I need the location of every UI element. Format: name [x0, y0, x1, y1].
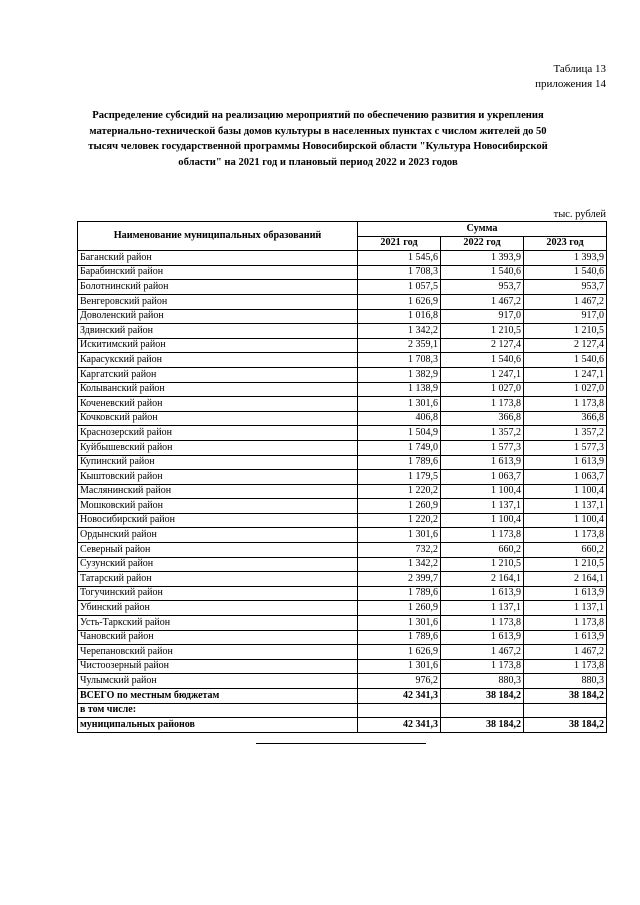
amount-cell-2023: 38 184,2	[524, 718, 607, 733]
amount-cell-2023: 1 173,8	[524, 397, 607, 412]
amount-cell-2023: 1 613,9	[524, 586, 607, 601]
column-header-2022: 2022 год	[441, 236, 524, 251]
municipality-name-cell: Мошковский район	[78, 499, 358, 514]
table-body	[78, 251, 607, 733]
municipality-name-cell: Усть-Таркский район	[78, 616, 358, 631]
amount-cell-2023: 1 467,2	[524, 645, 607, 660]
amount-cell-2022: 1 467,2	[441, 294, 524, 309]
amount-cell-2022: 38 184,2	[441, 718, 524, 733]
column-header-2023: 2023 год	[524, 236, 607, 251]
municipality-name-cell: Черепановский район	[78, 645, 358, 660]
municipality-name-cell: Колыванский район	[78, 382, 358, 397]
amount-cell-2021: 1 789,6	[358, 630, 441, 645]
municipality-name-cell: Сузунский район	[78, 557, 358, 572]
amount-cell-2022: 1 467,2	[441, 645, 524, 660]
municipality-name-cell: Татарский район	[78, 572, 358, 587]
amount-cell-2022: 1 247,1	[441, 367, 524, 382]
total-row	[78, 689, 607, 704]
municipality-name-cell: Тогучинский район	[78, 586, 358, 601]
amount-cell-2021: 1 260,9	[358, 601, 441, 616]
amount-cell-2021: 1 708,3	[358, 353, 441, 368]
amount-cell-2022: 1 100,4	[441, 484, 524, 499]
municipality-name-cell: Каргатский район	[78, 367, 358, 382]
table-row	[78, 251, 607, 266]
amount-cell-2022: 366,8	[441, 411, 524, 426]
including-label: в том числе:	[78, 703, 358, 718]
amount-cell-2023: 2 127,4	[524, 338, 607, 353]
amount-cell-2023: 1 393,9	[524, 251, 607, 266]
units-label: тыс. рублей	[553, 209, 606, 220]
amount-cell-2022: 660,2	[441, 543, 524, 558]
amount-cell-2021: 2 359,1	[358, 338, 441, 353]
amount-cell-2023: 1 173,8	[524, 659, 607, 674]
amount-cell-2021: 1 382,9	[358, 367, 441, 382]
amount-cell-2023: 880,3	[524, 674, 607, 689]
municipality-name-cell: Барабинский район	[78, 265, 358, 280]
table-row	[78, 382, 607, 397]
table-row	[78, 309, 607, 324]
amount-cell-2022: 1 210,5	[441, 557, 524, 572]
amount-cell-2022: 1 173,8	[441, 616, 524, 631]
including-row	[78, 703, 607, 718]
document-title: Распределение субсидий на реализацию мероприятий по обеспечению развития и укрепления материально-технической базы домов культуры в населенных пунктах с числом жителей до 50 тысяч человек государственной программы Новосибирской области "Культура Новосибирской области" на 2021 год и плановый период 2022 и 2023 годов	[88, 110, 548, 168]
amount-cell-2021: 1 749,0	[358, 440, 441, 455]
table-row	[78, 572, 607, 587]
table-row	[78, 324, 607, 339]
amount-cell-2022: 1 210,5	[441, 324, 524, 339]
municipality-name-cell: Болотнинский район	[78, 280, 358, 295]
municipality-name-cell: Доволенский район	[78, 309, 358, 324]
municipality-name-cell: ВСЕГО по местным бюджетам	[78, 689, 358, 704]
amount-cell-2021: 1 504,9	[358, 426, 441, 441]
amount-cell-2021: 406,8	[358, 411, 441, 426]
amount-cell-2021: 1 057,5	[358, 280, 441, 295]
amount-cell-2022: 1 173,8	[441, 528, 524, 543]
table-row	[78, 265, 607, 280]
amount-cell-2022: 917,0	[441, 309, 524, 324]
amount-cell-2021: 1 301,6	[358, 616, 441, 631]
amount-cell-2021: 1 301,6	[358, 397, 441, 412]
amount-cell-2023: 917,0	[524, 309, 607, 324]
amount-cell-2023: 1 063,7	[524, 470, 607, 485]
table-row	[78, 367, 607, 382]
amount-cell-2022: 38 184,2	[441, 689, 524, 704]
amount-cell-2023: 1 613,9	[524, 455, 607, 470]
table-row	[78, 440, 607, 455]
municipality-name-cell: Новосибирский район	[78, 513, 358, 528]
amount-cell-2021: 1 016,8	[358, 309, 441, 324]
amount-cell-2022: 1 137,1	[441, 601, 524, 616]
table-row	[78, 280, 607, 295]
table-row	[78, 426, 607, 441]
municipal-districts-row	[78, 718, 607, 733]
amount-cell-2022: 2 127,4	[441, 338, 524, 353]
amount-cell-2022: 1 357,2	[441, 426, 524, 441]
municipality-name-cell: Куйбышевский район	[78, 440, 358, 455]
empty-cell	[441, 703, 524, 718]
table-row	[78, 397, 607, 412]
municipality-name-cell: Кыштовский район	[78, 470, 358, 485]
amount-cell-2023: 1 540,6	[524, 353, 607, 368]
table-row	[78, 353, 607, 368]
amount-cell-2022: 1 173,8	[441, 397, 524, 412]
amount-cell-2022: 1 173,8	[441, 659, 524, 674]
table-row	[78, 586, 607, 601]
amount-cell-2023: 1 613,9	[524, 630, 607, 645]
amount-cell-2021: 976,2	[358, 674, 441, 689]
table-row	[78, 601, 607, 616]
amount-cell-2021: 2 399,7	[358, 572, 441, 587]
municipality-name-cell: Северный район	[78, 543, 358, 558]
table-row	[78, 338, 607, 353]
municipality-name-cell: Баганский район	[78, 251, 358, 266]
table-row	[78, 455, 607, 470]
table-row	[78, 499, 607, 514]
municipality-name-cell: Чулымский район	[78, 674, 358, 689]
amount-cell-2021: 1 220,2	[358, 484, 441, 499]
amount-cell-2022: 1 100,4	[441, 513, 524, 528]
column-header-2021: 2021 год	[358, 236, 441, 251]
column-header-name: Наименование муниципальных образований	[78, 222, 358, 251]
table-row	[78, 513, 607, 528]
amount-cell-2022: 1 393,9	[441, 251, 524, 266]
table-row	[78, 528, 607, 543]
amount-cell-2023: 1 357,2	[524, 426, 607, 441]
amount-cell-2022: 1 540,6	[441, 353, 524, 368]
empty-cell	[358, 703, 441, 718]
amount-cell-2021: 1 545,6	[358, 251, 441, 266]
amount-cell-2021: 1 342,2	[358, 557, 441, 572]
caption-table-number: Таблица 13	[553, 63, 606, 75]
municipality-name-cell: Чановский район	[78, 630, 358, 645]
amount-cell-2021: 1 220,2	[358, 513, 441, 528]
amount-cell-2022: 1 540,6	[441, 265, 524, 280]
empty-cell	[524, 703, 607, 718]
amount-cell-2022: 1 613,9	[441, 455, 524, 470]
amount-cell-2023: 660,2	[524, 543, 607, 558]
amount-cell-2023: 1 577,3	[524, 440, 607, 455]
municipality-name-cell: Купинский район	[78, 455, 358, 470]
column-header-sum: Сумма	[358, 222, 607, 237]
closing-line	[256, 743, 426, 744]
municipality-name-cell: Искитимский район	[78, 338, 358, 353]
amount-cell-2021: 1 626,9	[358, 645, 441, 660]
municipality-name-cell: Краснозерский район	[78, 426, 358, 441]
table-row	[78, 645, 607, 660]
amount-cell-2022: 880,3	[441, 674, 524, 689]
amount-cell-2021: 1 789,6	[358, 455, 441, 470]
municipality-name-cell: Маслянинский район	[78, 484, 358, 499]
municipality-name-cell: Венгеровский район	[78, 294, 358, 309]
amount-cell-2022: 2 164,1	[441, 572, 524, 587]
table-caption	[535, 62, 606, 92]
amount-cell-2023: 1 137,1	[524, 601, 607, 616]
municipality-name-cell: муниципальных районов	[78, 718, 358, 733]
amount-cell-2021: 732,2	[358, 543, 441, 558]
table-row	[78, 674, 607, 689]
amount-cell-2023: 1 540,6	[524, 265, 607, 280]
amount-cell-2023: 953,7	[524, 280, 607, 295]
amount-cell-2021: 1 260,9	[358, 499, 441, 514]
amount-cell-2022: 953,7	[441, 280, 524, 295]
amount-cell-2021: 1 789,6	[358, 586, 441, 601]
amount-cell-2021: 42 341,3	[358, 718, 441, 733]
amount-cell-2023: 1 210,5	[524, 324, 607, 339]
caption-appendix: приложения 14	[535, 78, 606, 90]
amount-cell-2023: 1 027,0	[524, 382, 607, 397]
amount-cell-2023: 38 184,2	[524, 689, 607, 704]
amount-cell-2022: 1 027,0	[441, 382, 524, 397]
amount-cell-2023: 1 100,4	[524, 484, 607, 499]
municipality-name-cell: Кочковский район	[78, 411, 358, 426]
table-row	[78, 630, 607, 645]
amount-cell-2021: 1 138,9	[358, 382, 441, 397]
amount-cell-2021: 1 179,5	[358, 470, 441, 485]
amount-cell-2023: 1 100,4	[524, 513, 607, 528]
table-row	[78, 659, 607, 674]
amount-cell-2023: 1 247,1	[524, 367, 607, 382]
table-row	[78, 470, 607, 485]
amount-cell-2023: 1 210,5	[524, 557, 607, 572]
amount-cell-2023: 366,8	[524, 411, 607, 426]
municipality-name-cell: Карасукский район	[78, 353, 358, 368]
amount-cell-2023: 1 137,1	[524, 499, 607, 514]
amount-cell-2021: 1 626,9	[358, 294, 441, 309]
municipality-name-cell: Ордынский район	[78, 528, 358, 543]
amount-cell-2021: 1 342,2	[358, 324, 441, 339]
table-row	[78, 616, 607, 631]
amount-cell-2022: 1 137,1	[441, 499, 524, 514]
amount-cell-2023: 2 164,1	[524, 572, 607, 587]
table-row	[78, 294, 607, 309]
municipality-name-cell: Убинский район	[78, 601, 358, 616]
amount-cell-2021: 1 708,3	[358, 265, 441, 280]
table-row	[78, 557, 607, 572]
amount-cell-2021: 1 301,6	[358, 528, 441, 543]
subsidy-table	[77, 221, 607, 733]
municipality-name-cell: Коченевский район	[78, 397, 358, 412]
amount-cell-2021: 42 341,3	[358, 689, 441, 704]
amount-cell-2023: 1 173,8	[524, 616, 607, 631]
amount-cell-2022: 1 577,3	[441, 440, 524, 455]
municipality-name-cell: Здвинский район	[78, 324, 358, 339]
amount-cell-2023: 1 467,2	[524, 294, 607, 309]
amount-cell-2022: 1 613,9	[441, 630, 524, 645]
table-row	[78, 484, 607, 499]
amount-cell-2023: 1 173,8	[524, 528, 607, 543]
amount-cell-2022: 1 063,7	[441, 470, 524, 485]
amount-cell-2021: 1 301,6	[358, 659, 441, 674]
amount-cell-2022: 1 613,9	[441, 586, 524, 601]
municipality-name-cell: Чистоозерный район	[78, 659, 358, 674]
table-row	[78, 411, 607, 426]
table-row	[78, 543, 607, 558]
